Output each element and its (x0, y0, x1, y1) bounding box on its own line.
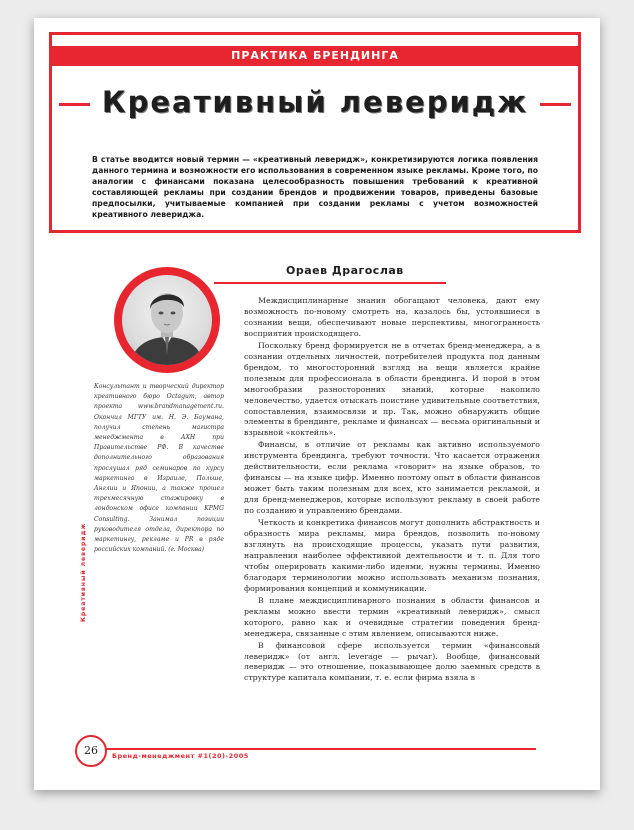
footer-rule (96, 748, 536, 750)
body-paragraph: Междисциплинарные знания обогащают человека, дают ему возможность по-новому смотреть на, казалось бы, устоявшиеся в сознании вещи, обеспечивают новые перспективы, многогранность восприятия происходящего. (244, 296, 540, 338)
body-paragraph: Финансы, в отличие от рекламы как активно используемого инструмента брендинга, требуют точности. Что касается отражения действительности, если реклама «говорит» на языке образов, то финансы — на языке цифр. Именно поэтому опыт в области финансов может быть таким полезным для всех, кто занимается рекламой, и для бренд-менеджеров, которые используют рекламу в своей работе по созданию и управлению брендами. (244, 440, 540, 516)
page-number: 26 (75, 735, 107, 767)
body-paragraph: В финансовой сфере используется термин «финансовый леверидж» (от англ. leverage — рычаг). Вообще, финансовый леверидж — это отношение, показывающее долю заемных средств в структуре капитала компании, т. е. если фирма взяла в (244, 640, 540, 683)
author-name: Ораев Драгослав (286, 264, 404, 277)
author-rule (214, 282, 446, 284)
author-photo (122, 275, 212, 365)
article-lead: В статье вводится новый термин — «креативный леверидж», конкретизируются логика появления данного термина и возможности его использования в современном языке рекламы. Кроме того, по аналогии с финансами показана целесообразность повышения требований к креативной составляющей рекламы при создании брендов и продвижении товаров, приведены базовые предпосылки, учитываемые компанией при создании рекламы с учетом возможностей креативного левериджа. (92, 155, 539, 219)
body-paragraph: Поскольку бренд формируется не в отчетах бренд-менеджера, а в сознании отдельных личностей, потребителей продукта под данным брендом, то многосторонний взгляд на вещи является крайне полезным для профессионала в области брендинга. И порой в этом многообразии разносторонних знаний, которые накопило человечество, удается отыскать поистине удивительные соответствия, сопоставления, взаимосвязи и пр. Так, можно обнаружить общие элементы в брендинге, рекламе и финансах — весьма оригинальный и взрывной «коктейль». (244, 340, 540, 438)
author-bio: Консультант и творческий директор креативного бюро Octagum, автор проекта www.brandmanagement.ru. Окончил МГТУ им. Н. Э. Баумана, получил степень магистра менеджмента в АХН при Правительстве РФ. В качестве дополнительного образования прослушал ряд семинаров по курсу маркетинга в Израиле, Польше, Англии и Японии, а также прошел трехмесячную стажировку в лондонском офисе компании KPMG Consulting. Занимал позиции руководителя отдела, директора по маркетингу, рекламе и PR в ряде российских компаний. (г. Москва) (94, 383, 224, 554)
article-body (244, 296, 540, 685)
rubric-banner: ПРАКТИКА БРЕНДИНГА (50, 46, 580, 66)
portrait-photo-icon (122, 275, 212, 365)
side-running-title: Креативный леверидж (80, 522, 87, 622)
journal-issue: Бренд-менеджмент #1(20)-2005 (112, 752, 249, 760)
article-title: Креативный леверидж (90, 81, 540, 123)
body-paragraph: В плане междисциплинарного познания в области финансов и рекламы можно ввести термин «креативный леверидж», смысл которого, равно как и очевидные стратегии поведения бренд-менеджера, связанные с этим явлением, описываются ниже. (244, 595, 540, 638)
title-container (59, 81, 571, 123)
body-paragraph: Четкость и конкретика финансов могут дополнить абстрактность и образность мира рекламы, мира брендов, позволить по-новому взглянуть на происходящие процессы, указать пути развития, направления наиболее эффективной деятельности и т. п. Для того чтобы оперировать какими-либо идеями, нужны термины. Именно благодаря терминологии можно использовать механизм познания, формирования концепций и коммуникации. (244, 518, 540, 593)
